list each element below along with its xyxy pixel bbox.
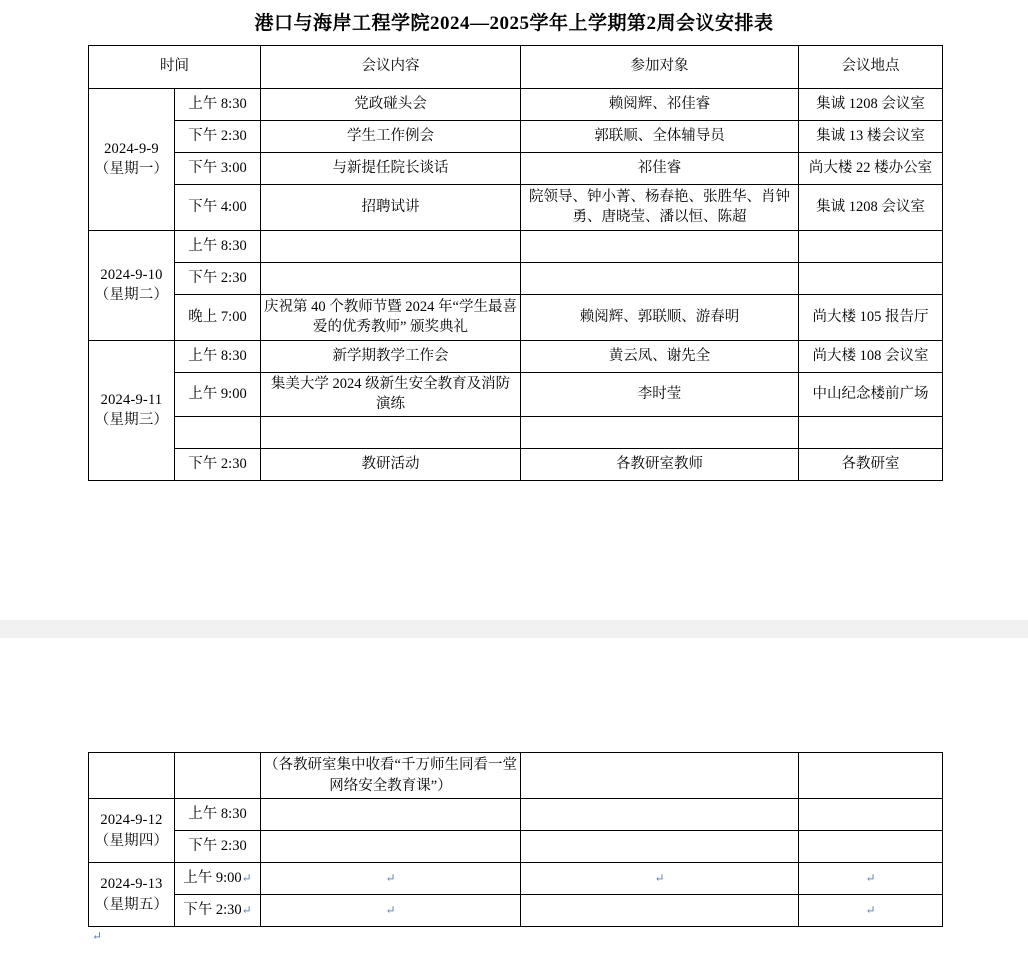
content-cell-note: （各教研室集中收看“千万师生同看一堂网络安全教育课”） (261, 753, 521, 799)
time-cell: 下午 4:00 (175, 185, 261, 231)
weekday-text: （星期二） (94, 286, 169, 303)
time-cell: 上午 8:30 (175, 89, 261, 121)
people-cell: 各教研室教师 (521, 449, 799, 481)
table-row (89, 231, 943, 263)
content-cell: 招聘试讲 (261, 185, 521, 231)
people-cell: 赖阅辉、祁佳睿 (521, 89, 799, 121)
content-cell (261, 895, 521, 927)
table-row (89, 185, 943, 231)
people-cell: 祁佳睿 (521, 153, 799, 185)
people-cell (521, 417, 799, 449)
people-cell (521, 863, 799, 895)
people-cell: 郭联顺、全体辅导员 (521, 121, 799, 153)
place-cell (799, 895, 943, 927)
date-text: 2024-9-12 (100, 812, 163, 829)
people-cell (521, 263, 799, 295)
date-cell-day2 (89, 231, 175, 341)
paragraph-mark-icon: ↵ (865, 871, 876, 886)
time-cell: 下午 2:30 (175, 263, 261, 295)
place-cell: 各教研室 (799, 449, 943, 481)
table-row (89, 799, 943, 831)
place-cell: 尚大楼 105 报告厅 (799, 295, 943, 341)
time-cell (175, 417, 261, 449)
time-cell-empty (175, 753, 261, 799)
table-row (89, 89, 943, 121)
column-header-content: 会议内容 (261, 46, 521, 89)
meeting-schedule-table-continued (88, 752, 943, 927)
place-cell (799, 831, 943, 863)
people-cell (521, 231, 799, 263)
table-header (89, 46, 943, 89)
content-cell (261, 799, 521, 831)
weekday-text: （星期三） (94, 411, 169, 428)
date-text: 2024-9-13 (100, 876, 163, 893)
date-cell-day4 (89, 799, 175, 863)
time-cell: 上午 8:30 (175, 799, 261, 831)
time-cell: 下午 2:30 (175, 449, 261, 481)
place-cell (799, 231, 943, 263)
people-cell (521, 753, 799, 799)
paragraph-mark-icon: ↵ (241, 871, 252, 886)
document-page-2 (0, 638, 1028, 963)
place-cell (799, 417, 943, 449)
table-row (89, 449, 943, 481)
table-row (89, 863, 943, 895)
table-body (89, 89, 943, 481)
content-cell: 教研活动 (261, 449, 521, 481)
table-row (89, 341, 943, 373)
place-cell: 集诚 1208 会议室 (799, 185, 943, 231)
date-cell-empty (89, 753, 175, 799)
table-row (89, 121, 943, 153)
content-cell (261, 831, 521, 863)
place-cell (799, 799, 943, 831)
paragraph-mark-icon: ↵ (385, 903, 396, 918)
table-row (89, 295, 943, 341)
place-cell: 尚大楼 108 会议室 (799, 341, 943, 373)
time-cell: 下午 3:00 (175, 153, 261, 185)
date-cell-day3 (89, 341, 175, 481)
page-title: 港口与海岸工程学院2024—2025学年上学期第2周会议安排表 (254, 13, 774, 34)
content-cell: 党政碰头会 (261, 89, 521, 121)
content-cell (261, 417, 521, 449)
time-text: 下午 2:30 (183, 902, 242, 919)
table-row (89, 263, 943, 295)
weekday-text: （星期一） (94, 160, 169, 177)
place-cell (799, 863, 943, 895)
document-end-paragraph-mark: ↵ (92, 929, 103, 943)
content-cell: 庆祝第 40 个教师节暨 2024 年“学生最喜爱的优秀教师” 颁奖典礼 (261, 295, 521, 341)
time-cell: 上午 8:30 (175, 341, 261, 373)
table-row (89, 153, 943, 185)
time-cell: 晚上 7:00 (175, 295, 261, 341)
date-cell-day1 (89, 89, 175, 231)
time-cell (175, 895, 261, 927)
place-cell: 中山纪念楼前广场 (799, 373, 943, 417)
weekday-text: （星期四） (94, 832, 169, 849)
date-text: 2024-9-10 (100, 266, 163, 283)
column-header-place: 会议地点 (799, 46, 943, 89)
content-cell (261, 231, 521, 263)
page-gap (0, 620, 1028, 638)
content-cell: 集美大学 2024 级新生安全教育及消防演练 (261, 373, 521, 417)
paragraph-mark-icon: ↵ (865, 903, 876, 918)
table-body-continued (89, 753, 943, 927)
content-cell: 与新提任院长谈话 (261, 153, 521, 185)
content-cell: 学生工作例会 (261, 121, 521, 153)
time-cell: 上午 9:00 (175, 373, 261, 417)
people-cell (521, 799, 799, 831)
time-text: 上午 9:00 (183, 870, 242, 887)
people-cell: 李时莹 (521, 373, 799, 417)
place-cell: 集诚 13 楼会议室 (799, 121, 943, 153)
people-cell: 黄云凤、谢先全 (521, 341, 799, 373)
date-text: 2024-9-11 (100, 392, 163, 408)
time-cell: 下午 2:30 (175, 121, 261, 153)
place-cell (799, 263, 943, 295)
table-row (89, 373, 943, 417)
table-header-row (89, 46, 943, 89)
place-cell: 集诚 1208 会议室 (799, 89, 943, 121)
date-cell-day5 (89, 863, 175, 927)
people-cell (521, 895, 799, 927)
people-cell: 赖阅辉、郭联顺、游春明 (521, 295, 799, 341)
place-cell: 尚大楼 22 楼办公室 (799, 153, 943, 185)
column-header-time: 时间 (89, 46, 261, 89)
weekday-text: （星期五） (94, 896, 169, 913)
people-cell (521, 831, 799, 863)
time-cell: 下午 2:30 (175, 831, 261, 863)
time-cell: 上午 8:30 (175, 231, 261, 263)
table-row (89, 895, 943, 927)
table-row (89, 831, 943, 863)
table-row (89, 753, 943, 799)
content-cell: 新学期教学工作会 (261, 341, 521, 373)
place-cell (799, 753, 943, 799)
content-cell (261, 863, 521, 895)
table-row (89, 417, 943, 449)
date-text: 2024-9-9 (104, 140, 159, 157)
paragraph-mark-icon: ↵ (385, 871, 396, 886)
time-cell (175, 863, 261, 895)
content-cell (261, 263, 521, 295)
paragraph-mark-icon: ↵ (654, 871, 665, 886)
people-cell: 院领导、钟小菁、杨春艳、张胜华、肖钟勇、唐晓莹、潘以恒、陈超 (521, 185, 799, 231)
meeting-schedule-table (88, 45, 943, 481)
column-header-people: 参加对象 (521, 46, 799, 89)
paragraph-mark-icon: ↵ (241, 903, 252, 918)
